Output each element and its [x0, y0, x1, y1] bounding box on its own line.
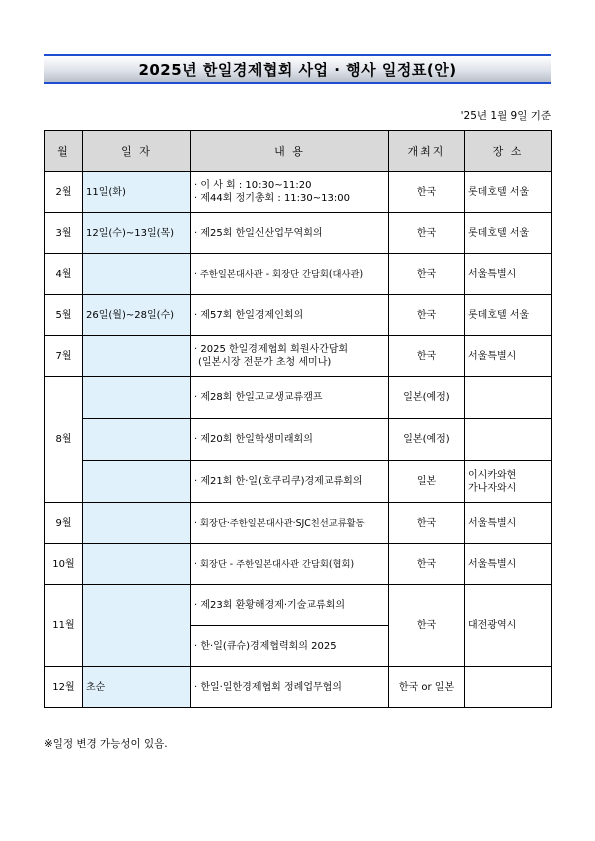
venue-cell: 한국: [389, 254, 465, 295]
content-line: · 2025 한일경제협회 회원사간담회: [194, 344, 349, 355]
content-cell: [191, 419, 389, 461]
content-cell: [191, 667, 389, 708]
month-cell: 4월: [45, 254, 83, 295]
content-cell: [191, 254, 389, 295]
venue-cell: 한국: [389, 213, 465, 254]
month-cell: 5월: [45, 295, 83, 336]
month-cell: 11월: [45, 585, 83, 667]
table-row: [45, 419, 552, 461]
content-line: · 한·일(큐슈)경제협력회의 2025: [194, 640, 337, 652]
month-cell: 12월: [45, 667, 83, 708]
date-cell: [83, 544, 191, 585]
month-cell: 2월: [45, 172, 83, 213]
date-cell: [83, 254, 191, 295]
table-row: [45, 295, 552, 336]
venue-cell: 한국: [389, 544, 465, 585]
content-cell: [191, 377, 389, 419]
content-cell: [191, 295, 389, 336]
date-cell: [83, 461, 191, 503]
header-date: 일 자: [83, 131, 191, 172]
document-title-box: [44, 54, 551, 84]
content-cell: [191, 461, 389, 503]
venue-cell: 일본(예정): [389, 419, 465, 461]
venue-cell: 한국 or 일본: [389, 667, 465, 708]
place-cell: 서울특별시: [465, 544, 552, 585]
table-row: [45, 667, 552, 708]
date-cell: [83, 336, 191, 377]
place-cell: 서울특별시: [465, 336, 552, 377]
content-line: · 한일·일한경제협회 정례업무협의: [194, 681, 342, 693]
place-cell: 서울특별시: [465, 503, 552, 544]
place-cell: [465, 667, 552, 708]
date-cell: [83, 585, 191, 667]
table-row: [45, 377, 552, 419]
month-cell: 8월: [45, 377, 83, 503]
document-title: 2025년 한일경제협회 사업 · 행사 일정표(안): [138, 60, 457, 79]
footnote: ※일정 변경 가능성이 있음.: [44, 738, 168, 750]
date-cell: 11일(화): [83, 172, 191, 213]
content-line: · 이 사 회 : 10:30~11:20: [194, 180, 312, 191]
content-line: · 주한일본대사관 - 회장단 간담회(대사관): [194, 268, 364, 280]
place-cell: [465, 377, 552, 419]
date-cell: 26일(월)~28일(수): [83, 295, 191, 336]
venue-cell: 일본: [389, 461, 465, 503]
content-line: · 제23회 환황해경제·기술교류회의: [194, 599, 346, 611]
content-cell: [191, 626, 389, 667]
content-cell: [191, 585, 389, 626]
content-cell: [191, 213, 389, 254]
venue-cell: 일본(예정): [389, 377, 465, 419]
place-cell: [465, 461, 552, 503]
content-line: · 회장단 - 주한일본대사관 간담회(협회): [194, 558, 355, 570]
date-cell: [83, 419, 191, 461]
venue-cell: 한국: [389, 295, 465, 336]
content-line: · 제21회 한·일(호쿠리쿠)경제교류회의: [194, 476, 363, 487]
venue-cell: 한국: [389, 503, 465, 544]
content-line: · 제57회 한일경제인회의: [194, 309, 304, 321]
header-content: 내 용: [191, 131, 389, 172]
table-row: [45, 544, 552, 585]
content-cell: [191, 544, 389, 585]
place-line: 가나자와시: [468, 482, 517, 494]
table-row: [45, 461, 552, 503]
venue-cell: 한국: [389, 172, 465, 213]
venue-cell: 한국: [389, 336, 465, 377]
content-cell: [191, 172, 389, 213]
table-row: [45, 503, 552, 544]
schedule-table: [44, 130, 552, 708]
content-cell: [191, 336, 389, 377]
content-line: · 제25회 한일신산업무역회의: [194, 227, 323, 239]
place-cell: 롯데호텔 서울: [465, 213, 552, 254]
place-line: 이시카와현: [468, 469, 517, 481]
header-month: 월: [45, 131, 83, 172]
content-line: · 제20회 한일학생미래회의: [194, 434, 313, 445]
table-header-row: [45, 131, 552, 172]
content-line: · 회장단·주한일본대사관·SJC친선교류활동: [194, 517, 365, 529]
content-line: · 제44회 정기총회 : 11:30~13:00: [194, 193, 350, 204]
header-place: 장 소: [465, 131, 552, 172]
date-cell: [83, 377, 191, 419]
table-row: [45, 172, 552, 213]
month-cell: 7월: [45, 336, 83, 377]
month-cell: 9월: [45, 503, 83, 544]
venue-cell: 한국: [389, 585, 465, 667]
content-cell: [191, 503, 389, 544]
date-cell: 12일(수)~13일(목): [83, 213, 191, 254]
place-cell: 롯데호텔 서울: [465, 295, 552, 336]
content-line: · 제28회 한일고교생교류캠프: [194, 392, 323, 403]
place-cell: 서울특별시: [465, 254, 552, 295]
place-cell: 대전광역시: [465, 585, 552, 667]
table-row: [45, 585, 552, 626]
reference-date: '25년 1월 9일 기준: [460, 110, 551, 122]
month-cell: 3월: [45, 213, 83, 254]
place-cell: [465, 419, 552, 461]
table-row: [45, 213, 552, 254]
date-cell: [83, 503, 191, 544]
header-venue: 개최지: [389, 131, 465, 172]
table-row: [45, 254, 552, 295]
place-cell: 롯데호텔 서울: [465, 172, 552, 213]
date-cell: 초순: [83, 667, 191, 708]
table-row: [45, 336, 552, 377]
content-line: (일본시장 전문가 초청 세미나): [198, 357, 332, 368]
month-cell: 10월: [45, 544, 83, 585]
